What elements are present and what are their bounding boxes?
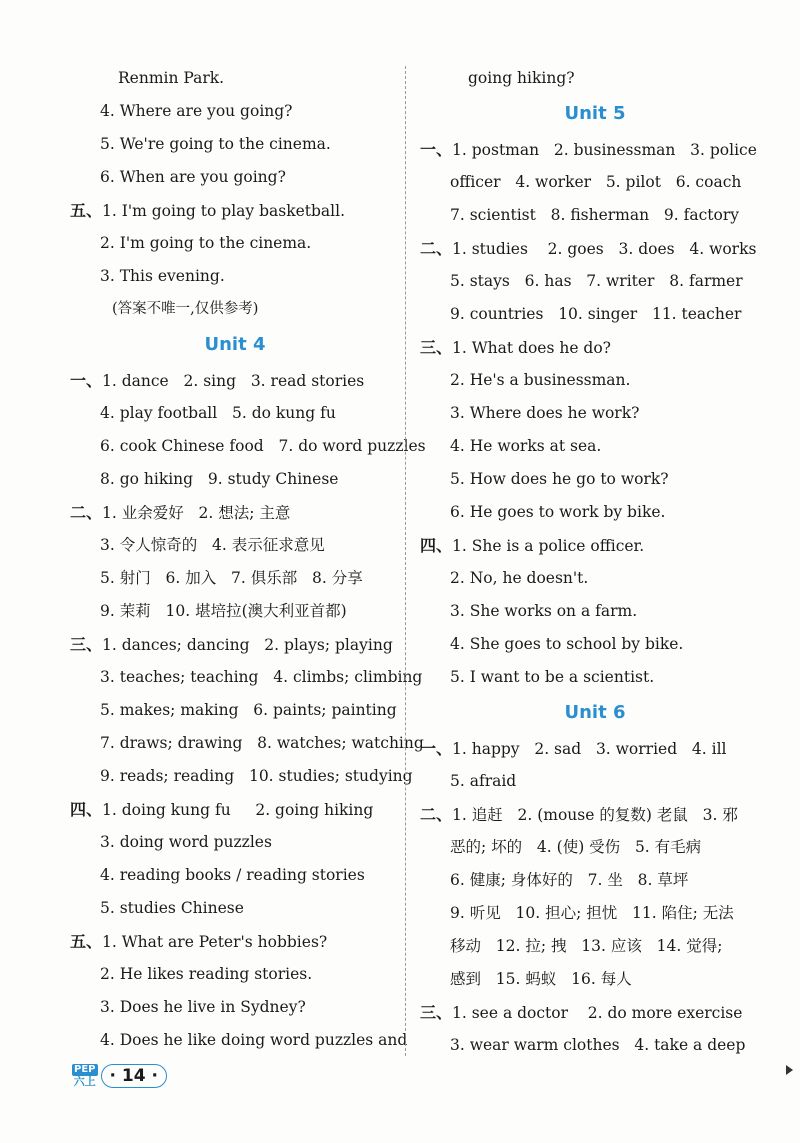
answer-text: 1. happy 2. sad 3. worried 4. ill (452, 740, 727, 758)
answer-line (70, 562, 400, 595)
answer-text: 2. I'm going to the cinema. (100, 234, 312, 252)
answer-text: 感到 15. 蚂蚁 16. 每人 (450, 970, 632, 988)
answer-text: 3. Does he live in Sydney? (100, 998, 306, 1016)
answer-text: 1. dance 2. sing 3. read stories (102, 372, 365, 390)
answer-text: 1. What are Peter's hobbies? (102, 933, 328, 951)
grade-label: 六上 (73, 1075, 96, 1088)
section-number: 一、 (70, 371, 103, 390)
answer-text: 2. No, he doesn't. (450, 569, 589, 587)
section-number: 三、 (420, 338, 453, 357)
answer-line (70, 793, 400, 826)
answer-line (70, 128, 400, 161)
answer-line (70, 892, 400, 925)
answer-text: 1. She is a police officer. (452, 537, 645, 555)
answer-line (70, 760, 413, 793)
answer-text: 1. 业余爱好 2. 想法; 主意 (102, 504, 291, 522)
answer-line (70, 260, 400, 293)
answer-line (70, 958, 400, 991)
answer-line (420, 133, 770, 166)
answer-text: 6. He goes to work by bike. (450, 503, 666, 521)
answer-line (420, 331, 770, 364)
answer-line (420, 996, 770, 1029)
answer-text: 3. She works on a farm. (450, 602, 638, 620)
answer-text: 1. postman 2. businessman 3. police (452, 141, 757, 159)
pep-label: PEP (74, 1064, 96, 1075)
answer-line (420, 864, 770, 897)
answer-text: 1. doing kung fu 2. going hiking (102, 801, 374, 819)
answer-line (70, 1024, 408, 1057)
answer-text: 9. reads; reading 10. studies; studying (100, 767, 413, 785)
answer-text: 1. studies 2. goes 3. does 4. works (452, 240, 757, 258)
answer-line (420, 595, 770, 628)
answer-line (420, 397, 770, 430)
answer-line (420, 765, 770, 798)
unit-heading: Unit 6 (564, 702, 626, 723)
answer-line (420, 463, 770, 496)
section-number: 五、 (70, 932, 103, 951)
answer-text: 移动 12. 拉; 拽 13. 应该 14. 觉得; (450, 937, 723, 955)
page-number: · 14 · (101, 1064, 167, 1088)
answer-text: going hiking? (468, 69, 575, 87)
answer-line (420, 798, 770, 831)
column-divider (405, 66, 406, 1056)
answer-text: 3. teaches; teaching 4. climbs; climbing (100, 668, 423, 686)
section-number: 三、 (70, 635, 103, 654)
answer-line (420, 496, 770, 529)
answer-text: 5. We're going to the cinema. (100, 135, 331, 153)
section-number: 一、 (420, 140, 453, 159)
answer-line (420, 265, 770, 298)
answer-text: 2. He's a businessman. (450, 371, 631, 389)
answer-line (420, 732, 770, 765)
answer-text: 3. This evening. (100, 267, 225, 285)
section-number: 四、 (420, 536, 453, 555)
answer-text: 4. Does he like doing word puzzles and (100, 1031, 408, 1049)
answer-line (420, 199, 770, 232)
answer-note: (答案不唯一,仅供参考) (112, 301, 259, 317)
answer-text: 9. 听见 10. 担心; 担忧 11. 陷住; 无法 (450, 904, 734, 922)
answer-line (420, 232, 770, 265)
answer-line (420, 430, 770, 463)
answer-line (420, 364, 770, 397)
answer-line (420, 930, 770, 963)
answer-line (70, 227, 400, 260)
answer-text: 4. He works at sea. (450, 437, 602, 455)
answer-line (420, 963, 770, 996)
answer-line (420, 1029, 770, 1062)
answer-text: 5. studies Chinese (100, 899, 244, 917)
answer-line (70, 628, 400, 661)
answer-text: Renmin Park. (118, 69, 225, 87)
section-number: 五、 (70, 201, 103, 220)
answer-text: 4. play football 5. do kung fu (100, 404, 336, 422)
answer-text: 1. 追赶 2. (mouse 的复数) 老鼠 3. 邪 (452, 806, 738, 824)
answer-text: 3. wear warm clothes 4. take a deep (450, 1036, 746, 1054)
section-number: 四、 (70, 800, 103, 819)
section-number: 三、 (420, 1003, 453, 1022)
left-column (70, 62, 426, 1057)
answer-text: 3. 令人惊奇的 4. 表示征求意见 (100, 536, 325, 554)
answer-line (420, 62, 770, 95)
answer-text: 5. afraid (450, 772, 517, 790)
answer-line (420, 628, 770, 661)
answer-text: 7. draws; drawing 8. watches; watching (100, 734, 424, 752)
section-number: 一、 (420, 739, 453, 758)
answer-text: 1. What does he do? (452, 339, 611, 357)
section-number: 二、 (420, 239, 453, 258)
answer-text: 9. 茉莉 10. 堪培拉(澳大利亚首都) (100, 602, 347, 620)
answer-line (70, 397, 400, 430)
answer-text: 5. stays 6. has 7. writer 8. farmer (450, 272, 743, 290)
answer-text: 恶的; 坏的 4. (使) 受伤 5. 有毛病 (450, 838, 702, 856)
answer-text: 1. see a doctor 2. do more exercise (452, 1004, 743, 1022)
answer-line (70, 595, 400, 628)
answer-text: 6. When are you going? (100, 168, 286, 186)
answer-line (70, 727, 424, 760)
answer-line (70, 661, 423, 694)
unit-heading: Unit 4 (204, 334, 266, 355)
answer-text: 1. I'm going to play basketball. (102, 202, 345, 220)
answer-line (70, 694, 400, 727)
unit-heading: Unit 5 (564, 103, 626, 124)
answer-line (70, 95, 400, 128)
answer-line (70, 430, 426, 463)
answer-text: 4. Where are you going? (100, 102, 293, 120)
answer-line (70, 826, 400, 859)
answer-line (70, 496, 400, 529)
answer-text: 6. cook Chinese food 7. do word puzzles (100, 437, 426, 455)
answer-line (420, 166, 770, 199)
answer-text: 5. I want to be a scientist. (450, 668, 655, 686)
right-column (420, 62, 770, 1062)
page-footer (72, 1064, 167, 1088)
grade-badge (72, 1064, 98, 1088)
answer-text: 3. Where does he work? (450, 404, 640, 422)
answer-text: 4. reading books / reading stories (100, 866, 365, 884)
answer-text: 2. He likes reading stories. (100, 965, 313, 983)
answer-line (70, 529, 400, 562)
answer-text: 6. 健康; 身体好的 7. 坐 8. 草坪 (450, 871, 689, 889)
answer-text: 7. scientist 8. fisherman 9. factory (450, 206, 739, 224)
answer-text: 5. makes; making 6. paints; painting (100, 701, 397, 719)
answer-line (70, 463, 400, 496)
answer-line (70, 859, 400, 892)
answer-text: 4. She goes to school by bike. (450, 635, 684, 653)
answer-line (420, 661, 770, 694)
answer-text: 9. countries 10. singer 11. teacher (450, 305, 742, 323)
answer-line (70, 161, 400, 194)
answer-text: 5. 射门 6. 加入 7. 俱乐部 8. 分享 (100, 569, 363, 587)
section-number: 二、 (70, 503, 103, 522)
answer-text: officer 4. worker 5. pilot 6. coach (450, 173, 742, 191)
answer-line (70, 62, 400, 95)
answer-line (420, 831, 770, 864)
answer-line (70, 925, 400, 958)
answer-line (420, 529, 770, 562)
answer-line (420, 562, 770, 595)
answer-line (70, 991, 400, 1024)
section-number: 二、 (420, 805, 453, 824)
answer-text: 1. dances; dancing 2. plays; playing (102, 636, 393, 654)
answer-line (70, 364, 400, 397)
answer-text: 8. go hiking 9. study Chinese (100, 470, 339, 488)
answer-text: 5. How does he go to work? (450, 470, 669, 488)
answer-line (70, 194, 400, 227)
next-page-arrow-icon (786, 1065, 793, 1075)
answer-text: 3. doing word puzzles (100, 833, 272, 851)
answer-line (420, 298, 770, 331)
answer-line (420, 897, 770, 930)
